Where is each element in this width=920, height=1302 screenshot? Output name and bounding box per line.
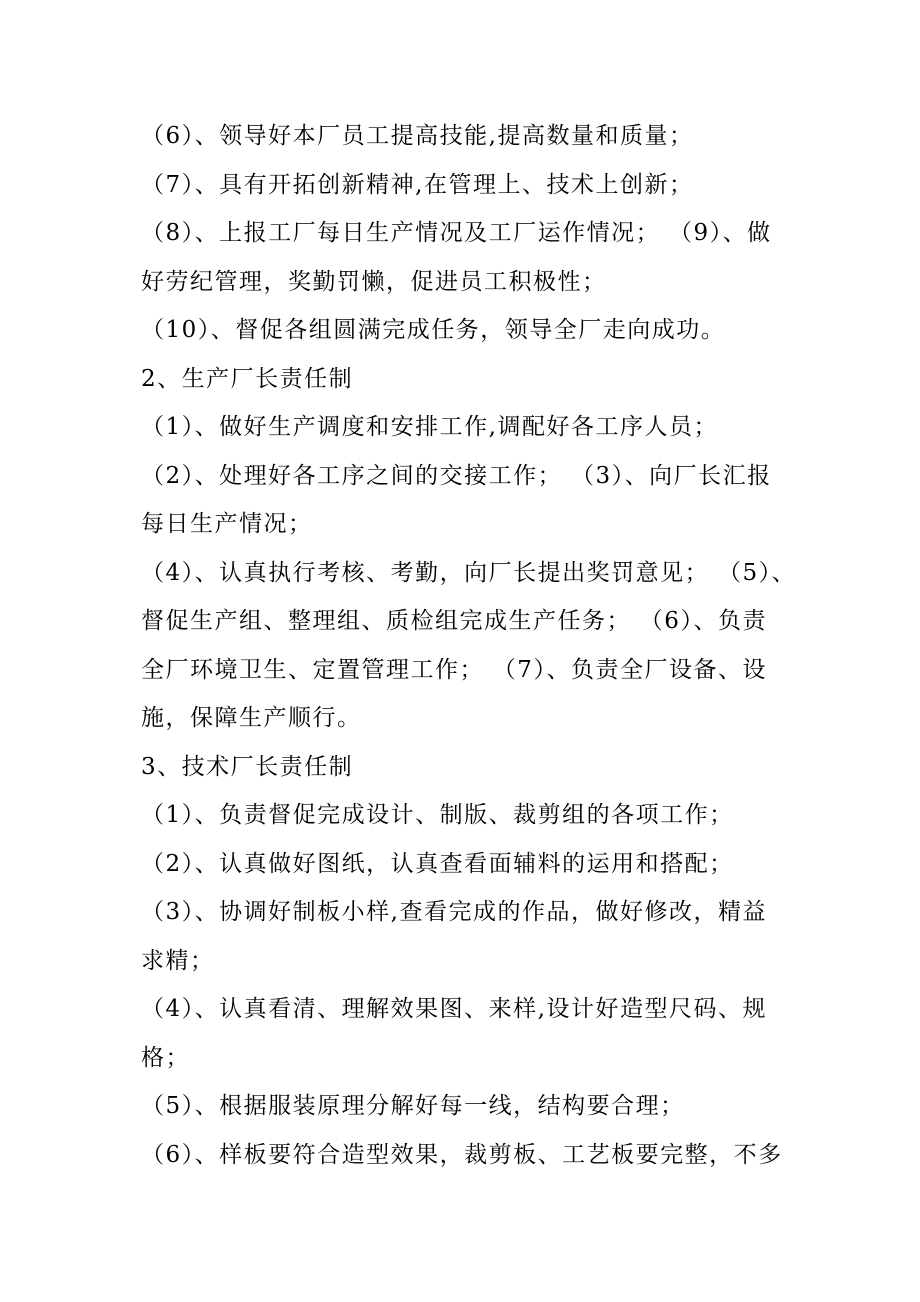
text-line: （7）、具有开拓创新精神,在管理上、技术上创新；	[141, 171, 694, 198]
text-line: 全厂环境卫生、定置管理工作； （7）、负责全厂设备、设	[141, 656, 767, 683]
section-heading: 2、生产厂长责任制	[141, 365, 354, 392]
text-line: 好劳纪管理，奖勤罚懒，促进员工积极性；	[141, 268, 607, 295]
text-line: （3）、协调好制板小样,查看完成的作品，做好修改，精益	[141, 899, 767, 925]
text-line: （8）、上报工厂每日生产情况及工厂运作情况； （9）、做	[141, 220, 772, 246]
text-line: 格；	[141, 1044, 190, 1071]
text-line: 施，保障生产顺行。	[141, 705, 362, 731]
text-line: 督促生产组、整理组、质检组完成生产任务； （6）、负责	[141, 608, 767, 634]
text-line: （2）、认真做好图纸，认真查看面辅料的运用和搭配；	[141, 850, 734, 877]
text-line: （4）、认真执行考核、考勤，向厂长提出奖罚意见； （5）、	[141, 559, 797, 586]
text-line: （5）、根据服装原理分解好每一线，结构要合理；	[141, 1093, 685, 1119]
document-body	[141, 112, 801, 1179]
text-line: （6）、领导好本厂员工提高技能,提高数量和质量；	[141, 123, 694, 149]
text-line: （6）、样板要符合造型效果，裁剪板、工艺板要完整，不多	[141, 1141, 783, 1168]
text-line: 每日生产情况；	[141, 511, 313, 537]
text-line: （1）、负责督促完成设计、制版、裁剪组的各项工作；	[141, 802, 734, 828]
text-line: （1）、做好生产调度和安排工作,调配好各工序人员；	[141, 414, 718, 440]
text-line: 求精；	[141, 947, 215, 974]
text-line: （4）、认真看清、理解效果图、来样,设计好造型尺码、规	[141, 996, 767, 1022]
section-heading: 3、技术厂长责任制	[141, 753, 354, 780]
text-line: （10）、督促各组圆满完成任务，领导全厂走向成功。	[141, 317, 726, 343]
text-line: （2）、处理好各工序之间的交接工作； （3）、向厂长汇报	[141, 462, 772, 489]
